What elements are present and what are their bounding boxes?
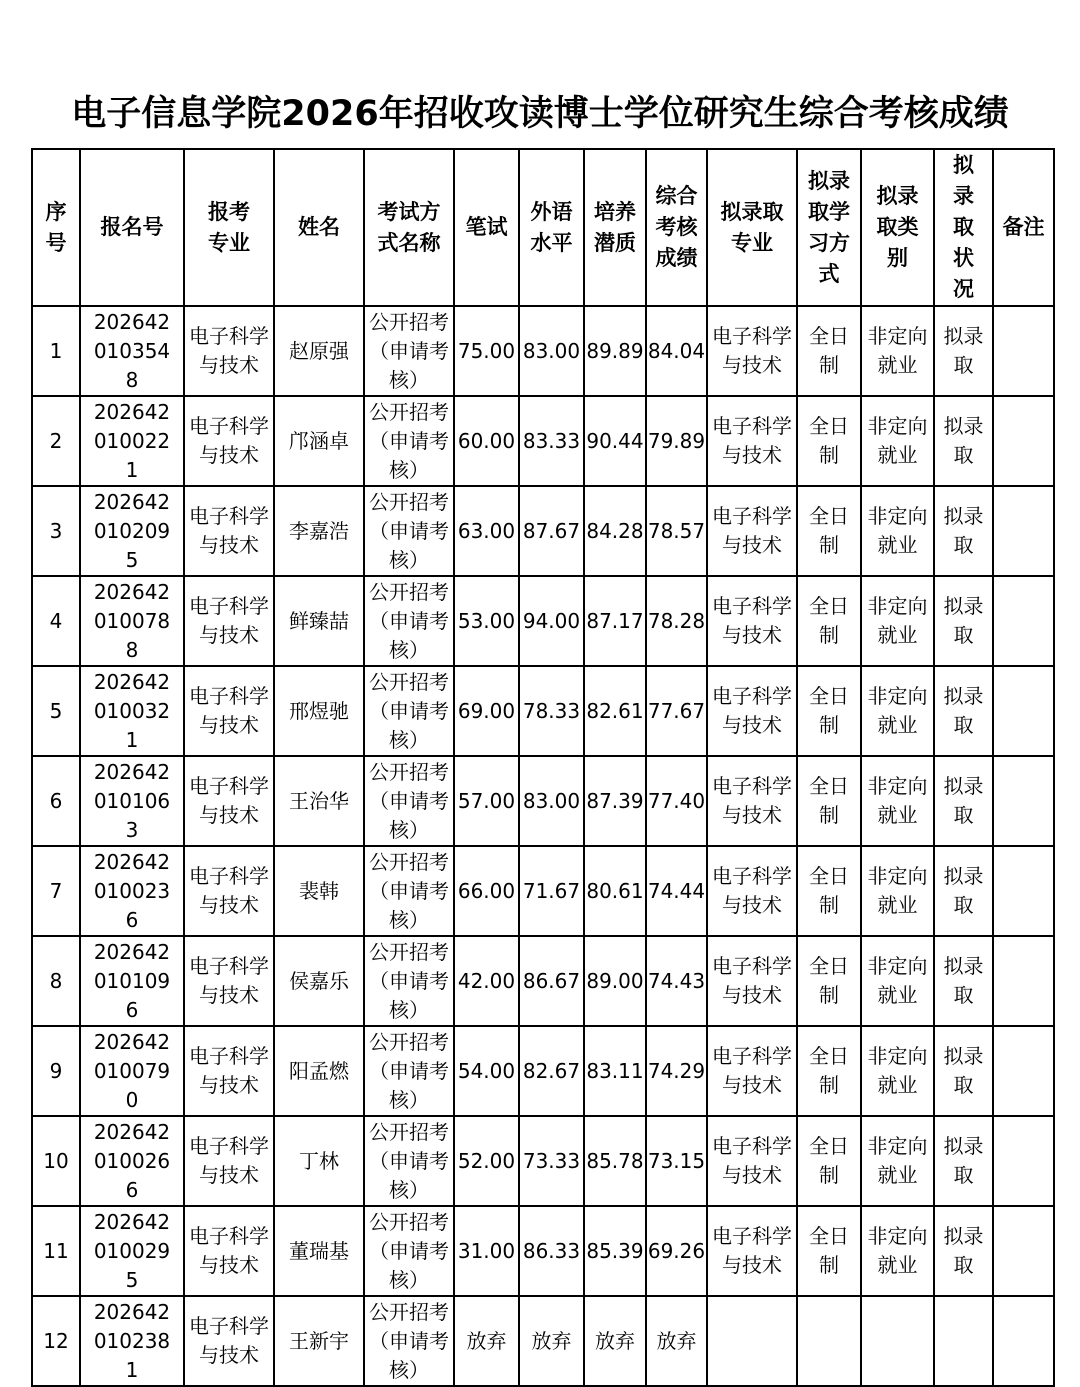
cell-method: 公开招考（申请考核）	[364, 1296, 454, 1386]
cell-seq: 2	[32, 396, 80, 486]
header-reg-no: 报名号	[80, 149, 184, 306]
cell-admit-status: 拟录取	[934, 666, 993, 756]
cell-method: 公开招考（申请考核）	[364, 1116, 454, 1206]
cell-reg-no: 2026420101063	[80, 756, 184, 846]
header-name: 姓名	[274, 149, 364, 306]
table-row	[32, 396, 1054, 486]
cell-foreign: 94.00	[519, 576, 584, 666]
cell-admit-status: 拟录取	[934, 756, 993, 846]
cell-method: 公开招考（申请考核）	[364, 1026, 454, 1116]
table-row	[32, 486, 1054, 576]
cell-major: 电子科学与技术	[184, 846, 274, 936]
cell-remark	[993, 666, 1054, 756]
cell-reg-no: 2026420100788	[80, 576, 184, 666]
cell-admit-type: 非定向就业	[861, 756, 934, 846]
cell-foreign: 87.67	[519, 486, 584, 576]
cell-remark	[993, 576, 1054, 666]
cell-major: 电子科学与技术	[184, 486, 274, 576]
cell-remark	[993, 936, 1054, 1026]
cell-written: 66.00	[454, 846, 519, 936]
cell-admit-major: 电子科学与技术	[707, 756, 797, 846]
cell-reg-no: 2026420100321	[80, 666, 184, 756]
cell-method: 公开招考（申请考核）	[364, 936, 454, 1026]
cell-written: 60.00	[454, 396, 519, 486]
cell-study-mode: 全日制	[797, 666, 861, 756]
cell-admit-major: 电子科学与技术	[707, 1206, 797, 1296]
cell-remark	[993, 306, 1054, 396]
cell-study-mode	[797, 1296, 861, 1386]
header-admit-type: 拟录取类别	[861, 149, 934, 306]
table-row	[32, 1116, 1054, 1206]
cell-reg-no: 2026420100295	[80, 1206, 184, 1296]
cell-method: 公开招考（申请考核）	[364, 486, 454, 576]
cell-potential: 放弃	[584, 1296, 646, 1386]
cell-major: 电子科学与技术	[184, 666, 274, 756]
cell-reg-no: 2026420100266	[80, 1116, 184, 1206]
cell-admit-major: 电子科学与技术	[707, 306, 797, 396]
cell-study-mode: 全日制	[797, 756, 861, 846]
cell-study-mode: 全日制	[797, 1026, 861, 1116]
cell-reg-no: 2026420100790	[80, 1026, 184, 1116]
cell-study-mode: 全日制	[797, 1206, 861, 1296]
cell-total: 74.44	[646, 846, 707, 936]
cell-seq: 3	[32, 486, 80, 576]
cell-total: 放弃	[646, 1296, 707, 1386]
cell-total: 74.29	[646, 1026, 707, 1116]
cell-name: 鲜臻喆	[274, 576, 364, 666]
cell-method: 公开招考（申请考核）	[364, 576, 454, 666]
cell-admit-status: 拟录取	[934, 396, 993, 486]
cell-admit-status: 拟录取	[934, 1116, 993, 1206]
cell-admit-type: 非定向就业	[861, 846, 934, 936]
cell-remark	[993, 486, 1054, 576]
cell-admit-major: 电子科学与技术	[707, 666, 797, 756]
cell-name: 董瑞基	[274, 1206, 364, 1296]
cell-potential: 85.39	[584, 1206, 646, 1296]
cell-admit-status	[934, 1296, 993, 1386]
cell-written: 放弃	[454, 1296, 519, 1386]
cell-seq: 1	[32, 306, 80, 396]
table-body	[32, 306, 1054, 1386]
cell-admit-status: 拟录取	[934, 936, 993, 1026]
cell-study-mode: 全日制	[797, 846, 861, 936]
cell-name: 李嘉浩	[274, 486, 364, 576]
cell-remark	[993, 756, 1054, 846]
cell-name: 王新宇	[274, 1296, 364, 1386]
cell-major: 电子科学与技术	[184, 756, 274, 846]
cell-admit-status: 拟录取	[934, 306, 993, 396]
cell-reg-no: 2026420100236	[80, 846, 184, 936]
cell-admit-status: 拟录取	[934, 486, 993, 576]
cell-admit-type: 非定向就业	[861, 1206, 934, 1296]
cell-potential: 87.39	[584, 756, 646, 846]
page-title: 电子信息学院2026年招收攻读博士学位研究生综合考核成绩	[71, 94, 1009, 134]
cell-name: 裴韩	[274, 846, 364, 936]
cell-foreign: 83.33	[519, 396, 584, 486]
cell-foreign: 83.00	[519, 756, 584, 846]
cell-admit-major: 电子科学与技术	[707, 936, 797, 1026]
table-row	[32, 1296, 1054, 1386]
header-remark: 备注	[993, 149, 1054, 306]
cell-major: 电子科学与技术	[184, 1116, 274, 1206]
cell-seq: 5	[32, 666, 80, 756]
cell-total: 84.04	[646, 306, 707, 396]
cell-foreign: 放弃	[519, 1296, 584, 1386]
header-seq: 序号	[32, 149, 80, 306]
table-row	[32, 306, 1054, 396]
cell-reg-no: 2026420101096	[80, 936, 184, 1026]
cell-written: 31.00	[454, 1206, 519, 1296]
cell-admit-type: 非定向就业	[861, 1116, 934, 1206]
cell-foreign: 86.67	[519, 936, 584, 1026]
cell-potential: 85.78	[584, 1116, 646, 1206]
cell-potential: 82.61	[584, 666, 646, 756]
cell-written: 69.00	[454, 666, 519, 756]
cell-seq: 10	[32, 1116, 80, 1206]
cell-total: 77.67	[646, 666, 707, 756]
table-row	[32, 756, 1054, 846]
cell-admit-type: 非定向就业	[861, 306, 934, 396]
cell-method: 公开招考（申请考核）	[364, 1206, 454, 1296]
cell-study-mode: 全日制	[797, 576, 861, 666]
cell-admit-status: 拟录取	[934, 576, 993, 666]
cell-written: 63.00	[454, 486, 519, 576]
cell-foreign: 82.67	[519, 1026, 584, 1116]
cell-total: 78.57	[646, 486, 707, 576]
cell-reg-no: 2026420102381	[80, 1296, 184, 1386]
cell-study-mode: 全日制	[797, 486, 861, 576]
cell-seq: 4	[32, 576, 80, 666]
header-written: 笔试	[454, 149, 519, 306]
table-row	[32, 1206, 1054, 1296]
cell-seq: 8	[32, 936, 80, 1026]
table-row	[32, 666, 1054, 756]
cell-remark	[993, 396, 1054, 486]
cell-admit-type: 非定向就业	[861, 576, 934, 666]
cell-total: 79.89	[646, 396, 707, 486]
cell-foreign: 73.33	[519, 1116, 584, 1206]
cell-total: 69.26	[646, 1206, 707, 1296]
cell-remark	[993, 846, 1054, 936]
cell-seq: 11	[32, 1206, 80, 1296]
cell-admit-type: 非定向就业	[861, 1026, 934, 1116]
cell-name: 赵原强	[274, 306, 364, 396]
table-row	[32, 576, 1054, 666]
cell-remark	[993, 1026, 1054, 1116]
cell-seq: 9	[32, 1026, 80, 1116]
cell-reg-no: 2026420102095	[80, 486, 184, 576]
cell-admit-type: 非定向就业	[861, 486, 934, 576]
cell-major: 电子科学与技术	[184, 306, 274, 396]
cell-written: 52.00	[454, 1116, 519, 1206]
cell-admit-type: 非定向就业	[861, 396, 934, 486]
cell-major: 电子科学与技术	[184, 396, 274, 486]
cell-reg-no: 2026420103548	[80, 306, 184, 396]
cell-major: 电子科学与技术	[184, 1026, 274, 1116]
cell-remark	[993, 1206, 1054, 1296]
cell-name: 侯嘉乐	[274, 936, 364, 1026]
cell-admit-major: 电子科学与技术	[707, 846, 797, 936]
cell-major: 电子科学与技术	[184, 936, 274, 1026]
cell-admit-status: 拟录取	[934, 1206, 993, 1296]
cell-method: 公开招考（申请考核）	[364, 666, 454, 756]
cell-major: 电子科学与技术	[184, 1206, 274, 1296]
header-study-mode: 拟录取学习方式	[797, 149, 861, 306]
cell-admit-major: 电子科学与技术	[707, 576, 797, 666]
header-foreign: 外语水平	[519, 149, 584, 306]
cell-potential: 89.00	[584, 936, 646, 1026]
cell-seq: 6	[32, 756, 80, 846]
cell-method: 公开招考（申请考核）	[364, 306, 454, 396]
cell-study-mode: 全日制	[797, 306, 861, 396]
cell-admit-major: 电子科学与技术	[707, 486, 797, 576]
header-row	[32, 149, 1054, 306]
cell-study-mode: 全日制	[797, 1116, 861, 1206]
cell-foreign: 71.67	[519, 846, 584, 936]
cell-remark	[993, 1296, 1054, 1386]
cell-study-mode: 全日制	[797, 396, 861, 486]
cell-admit-type	[861, 1296, 934, 1386]
cell-name: 王治华	[274, 756, 364, 846]
cell-total: 73.15	[646, 1116, 707, 1206]
cell-method: 公开招考（申请考核）	[364, 846, 454, 936]
cell-written: 54.00	[454, 1026, 519, 1116]
cell-reg-no: 2026420100221	[80, 396, 184, 486]
cell-foreign: 83.00	[519, 306, 584, 396]
cell-potential: 80.61	[584, 846, 646, 936]
cell-potential: 89.89	[584, 306, 646, 396]
cell-admit-major	[707, 1296, 797, 1386]
cell-admit-type: 非定向就业	[861, 936, 934, 1026]
table-row	[32, 1026, 1054, 1116]
cell-name: 邝涵卓	[274, 396, 364, 486]
cell-name: 阳孟燃	[274, 1026, 364, 1116]
cell-admit-status: 拟录取	[934, 1026, 993, 1116]
score-table	[31, 148, 1055, 1387]
header-potential: 培养潜质	[584, 149, 646, 306]
cell-major: 电子科学与技术	[184, 1296, 274, 1386]
cell-method: 公开招考（申请考核）	[364, 396, 454, 486]
cell-written: 42.00	[454, 936, 519, 1026]
cell-seq: 12	[32, 1296, 80, 1386]
cell-written: 75.00	[454, 306, 519, 396]
cell-foreign: 86.33	[519, 1206, 584, 1296]
header-total: 综合考核成绩	[646, 149, 707, 306]
cell-name: 丁林	[274, 1116, 364, 1206]
cell-admit-major: 电子科学与技术	[707, 1026, 797, 1116]
cell-admit-major: 电子科学与技术	[707, 396, 797, 486]
cell-admit-status: 拟录取	[934, 846, 993, 936]
cell-foreign: 78.33	[519, 666, 584, 756]
cell-written: 53.00	[454, 576, 519, 666]
cell-admit-type: 非定向就业	[861, 666, 934, 756]
cell-remark	[993, 1116, 1054, 1206]
cell-method: 公开招考（申请考核）	[364, 756, 454, 846]
header-method: 考试方式名称	[364, 149, 454, 306]
cell-total: 74.43	[646, 936, 707, 1026]
table-row	[32, 846, 1054, 936]
cell-study-mode: 全日制	[797, 936, 861, 1026]
cell-written: 57.00	[454, 756, 519, 846]
cell-potential: 87.17	[584, 576, 646, 666]
header-admit-status: 拟录取状况	[934, 149, 993, 306]
cell-potential: 90.44	[584, 396, 646, 486]
cell-name: 邢煜驰	[274, 666, 364, 756]
cell-total: 77.40	[646, 756, 707, 846]
cell-potential: 83.11	[584, 1026, 646, 1116]
header-admit-major: 拟录取专业	[707, 149, 797, 306]
cell-admit-major: 电子科学与技术	[707, 1116, 797, 1206]
table-row	[32, 936, 1054, 1026]
cell-total: 78.28	[646, 576, 707, 666]
header-major: 报考专业	[184, 149, 274, 306]
cell-potential: 84.28	[584, 486, 646, 576]
cell-major: 电子科学与技术	[184, 576, 274, 666]
cell-seq: 7	[32, 846, 80, 936]
